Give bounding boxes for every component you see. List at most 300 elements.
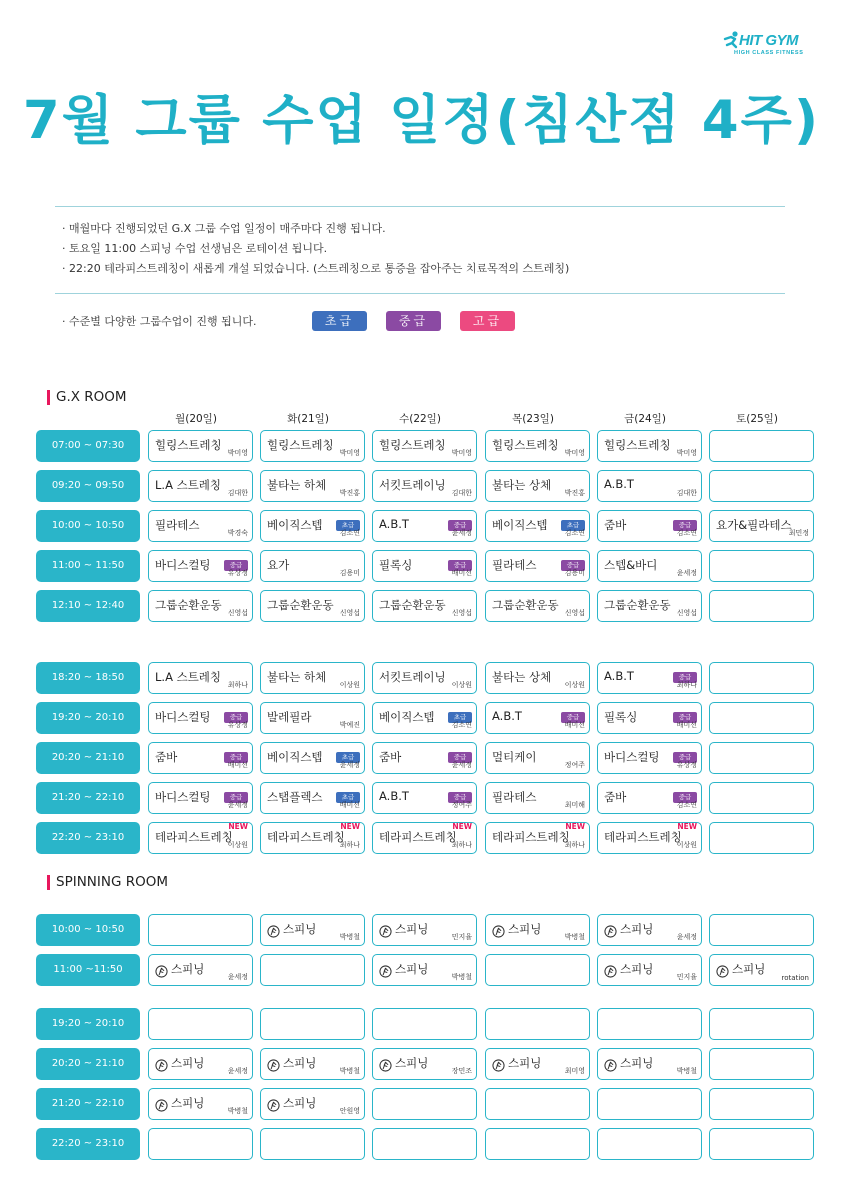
class-cell[interactable] [372, 430, 477, 462]
spinning-cell[interactable] [372, 954, 477, 986]
empty-cell [148, 1008, 253, 1040]
teacher-name: 김대한 [451, 489, 472, 497]
class-name: 줌바 [155, 750, 178, 764]
teacher-name: 신영섭 [564, 609, 585, 617]
notice-item: · 토요일 11:00 스피닝 수업 선생님은 로테이션 됩니다. [62, 242, 328, 255]
empty-cell [597, 1008, 702, 1040]
day-header: 수(22일) [399, 413, 441, 425]
empty-cell [709, 742, 814, 774]
day-header: 토(25일) [736, 413, 778, 425]
spinning-cell[interactable] [148, 1088, 253, 1120]
class-cell[interactable] [597, 590, 702, 622]
day-header: 화(21일) [287, 413, 329, 425]
time-slot-label: 07:00 ~ 07:30 [36, 430, 140, 462]
teacher-name: 박진홍 [339, 489, 360, 497]
teacher-name: 이상원 [227, 841, 248, 849]
teacher-name: 최하나 [676, 681, 697, 689]
level-badge: 초급 [336, 520, 360, 531]
class-cell[interactable] [372, 590, 477, 622]
class-name: 테라피스트레칭 [267, 830, 345, 844]
class-name: A.B.T [604, 669, 634, 683]
teacher-name: rotation [781, 974, 809, 982]
time-slot-label: 11:00 ~ 11:50 [36, 550, 140, 582]
class-name: 베이직스텝 [267, 750, 323, 764]
class-cell[interactable] [485, 702, 590, 734]
class-cell[interactable] [485, 470, 590, 502]
level-badge: 중급 [673, 752, 697, 763]
teacher-name: 이상원 [564, 681, 585, 689]
class-name: 필라테스 [492, 558, 537, 572]
class-cell[interactable] [485, 430, 590, 462]
class-name: 필라테스 [155, 518, 200, 532]
teacher-name: 박병철 [451, 973, 472, 981]
empty-cell [709, 782, 814, 814]
class-name: 스피닝 [508, 1056, 542, 1070]
class-name: 스텝&바디 [604, 558, 658, 572]
teacher-name: 배미선 [227, 761, 248, 769]
teacher-name: 배미선 [564, 721, 585, 729]
empty-cell [709, 914, 814, 946]
teacher-name: 윤세정 [339, 761, 360, 769]
class-cell[interactable] [260, 430, 365, 462]
class-cell[interactable] [148, 662, 253, 694]
teacher-name: 김소연 [564, 529, 585, 537]
time-slot-label: 20:20 ~ 21:10 [36, 742, 140, 774]
class-cell[interactable] [597, 430, 702, 462]
class-name: L.A 스트레칭 [155, 478, 222, 492]
bicycle-icon [716, 963, 729, 976]
level-beginner-pill: 초급 [312, 311, 367, 331]
class-name: 테라피스트레칭 [604, 830, 682, 844]
class-cell[interactable] [148, 550, 253, 582]
level-badge: 초급 [336, 792, 360, 803]
class-name: 스피닝 [171, 1056, 205, 1070]
class-name: 스피닝 [732, 962, 766, 976]
teacher-name: 김대한 [676, 489, 697, 497]
level-badge: 중급 [448, 752, 472, 763]
class-name: 스탭플렉스 [267, 790, 323, 804]
teacher-name: 김소연 [451, 721, 472, 729]
logo-brand: HIT GYM [739, 32, 798, 49]
empty-cell [260, 1128, 365, 1160]
spinning-cell[interactable] [260, 914, 365, 946]
teacher-name: 배미선 [339, 801, 360, 809]
class-cell[interactable] [485, 590, 590, 622]
class-name: 스피닝 [283, 1056, 317, 1070]
class-name: 스피닝 [395, 1056, 429, 1070]
bicycle-icon [267, 1097, 280, 1110]
class-cell[interactable] [372, 702, 477, 734]
spinning-cell[interactable] [597, 954, 702, 986]
teacher-name: 김용미 [339, 569, 360, 577]
class-name: 서킷트레이닝 [379, 670, 446, 684]
teacher-name: 최하나 [339, 841, 360, 849]
empty-cell [372, 1128, 477, 1160]
empty-cell [485, 1128, 590, 1160]
class-name: 멀티케이 [492, 750, 537, 764]
class-name: 줌바 [604, 518, 627, 532]
new-badge: NEW [565, 822, 585, 831]
class-name: 바디스컬팅 [604, 750, 660, 764]
class-cell[interactable] [260, 662, 365, 694]
class-name: A.B.T [492, 709, 522, 723]
class-name: 바디스컬팅 [155, 710, 211, 724]
class-cell[interactable] [148, 702, 253, 734]
teacher-name: 박미영 [227, 449, 248, 457]
teacher-name: 박진홍 [564, 489, 585, 497]
class-name: 바디스컬팅 [155, 558, 211, 572]
class-cell[interactable] [260, 702, 365, 734]
spinning-cell[interactable] [372, 914, 477, 946]
class-cell[interactable] [148, 742, 253, 774]
class-cell[interactable] [372, 662, 477, 694]
level-badge: 초급 [448, 712, 472, 723]
bicycle-icon [379, 963, 392, 976]
class-name: 힐링스트레칭 [379, 438, 446, 452]
teacher-name: 최하나 [227, 681, 248, 689]
level-badge: 중급 [224, 560, 248, 571]
teacher-name: 박미영 [451, 449, 472, 457]
teacher-name: 배미선 [676, 721, 697, 729]
teacher-name: 이상원 [676, 841, 697, 849]
empty-cell [709, 702, 814, 734]
teacher-name: 민지율 [676, 973, 697, 981]
level-badge: 중급 [673, 672, 697, 683]
new-badge: NEW [340, 822, 360, 831]
class-cell[interactable] [485, 510, 590, 542]
class-name: 불타는 하체 [267, 478, 327, 492]
teacher-name: 박병철 [339, 933, 360, 941]
spinning-cell[interactable] [485, 1048, 590, 1080]
teacher-name: 박병철 [676, 1067, 697, 1075]
bicycle-icon [155, 963, 168, 976]
bicycle-icon [379, 923, 392, 936]
divider-bottom [55, 293, 785, 294]
class-cell[interactable] [485, 782, 590, 814]
time-slot-label: 09:20 ~ 09:50 [36, 470, 140, 502]
class-name: 필라테스 [492, 790, 537, 804]
teacher-name: 최하나 [451, 841, 472, 849]
bicycle-icon [604, 923, 617, 936]
teacher-name: 박병철 [227, 1107, 248, 1115]
class-cell[interactable] [597, 510, 702, 542]
teacher-name: 민지율 [451, 933, 472, 941]
time-slot-label: 21:20 ~ 22:10 [36, 782, 140, 814]
teacher-name: 김대한 [227, 489, 248, 497]
class-name: 스피닝 [395, 922, 429, 936]
empty-cell [372, 1088, 477, 1120]
class-cell[interactable] [148, 470, 253, 502]
teacher-name: 정여주 [564, 761, 585, 769]
class-name: 스피닝 [283, 922, 317, 936]
class-cell[interactable] [148, 510, 253, 542]
day-header: 금(24일) [624, 413, 666, 425]
spinning-cell[interactable] [148, 1048, 253, 1080]
class-name: 줌바 [604, 790, 627, 804]
teacher-name: 김소연 [676, 529, 697, 537]
class-name: 스피닝 [620, 1056, 654, 1070]
class-name: 불타는 상체 [492, 478, 552, 492]
class-cell[interactable] [597, 550, 702, 582]
bicycle-icon [155, 1057, 168, 1070]
teacher-name: 윤세정 [676, 933, 697, 941]
empty-cell [485, 1088, 590, 1120]
spinning-cell[interactable] [148, 954, 253, 986]
class-cell[interactable] [597, 702, 702, 734]
class-cell[interactable] [260, 550, 365, 582]
notice-list [62, 219, 782, 279]
teacher-name: 배미선 [451, 569, 472, 577]
class-name: 줌바 [379, 750, 402, 764]
class-cell[interactable] [260, 822, 365, 854]
teacher-name: 이상원 [339, 681, 360, 689]
class-name: 테라피스트레칭 [379, 830, 457, 844]
class-cell[interactable] [372, 742, 477, 774]
class-name: 힐링스트레칭 [267, 438, 334, 452]
class-cell[interactable] [597, 662, 702, 694]
teacher-name: 박병철 [339, 1067, 360, 1075]
class-name: 그룹순환운동 [267, 598, 334, 612]
class-name: 테라피스트레칭 [492, 830, 570, 844]
class-name: 불타는 상체 [492, 670, 552, 684]
empty-cell [709, 430, 814, 462]
teacher-name: 박미영 [676, 449, 697, 457]
spinning-cell[interactable] [260, 1048, 365, 1080]
time-slot-label: 20:20 ~ 21:10 [36, 1048, 140, 1080]
teacher-name: 유상정 [676, 761, 697, 769]
bicycle-icon [267, 923, 280, 936]
time-slot-label: 21:20 ~ 22:10 [36, 1088, 140, 1120]
class-name: L.A 스트레칭 [155, 670, 222, 684]
class-name: 그룹순환운동 [604, 598, 671, 612]
teacher-name: 신영섭 [676, 609, 697, 617]
bicycle-icon [604, 963, 617, 976]
teacher-name: 최민정 [788, 529, 809, 537]
empty-cell [260, 954, 365, 986]
teacher-name: 윤세정 [227, 1067, 248, 1075]
teacher-name: 윤세정 [451, 529, 472, 537]
class-name: 서킷트레이닝 [379, 478, 446, 492]
teacher-name: 박미영 [564, 449, 585, 457]
class-name: 그룹순환운동 [155, 598, 222, 612]
empty-cell [709, 1128, 814, 1160]
time-slot-label: 19:20 ~ 20:10 [36, 1008, 140, 1040]
class-cell[interactable] [260, 470, 365, 502]
bicycle-icon [379, 1057, 392, 1070]
empty-cell [709, 550, 814, 582]
teacher-name: 박경숙 [227, 529, 248, 537]
empty-cell [709, 662, 814, 694]
spinning-cell[interactable] [372, 1048, 477, 1080]
time-slot-label: 22:20 ~ 23:10 [36, 1128, 140, 1160]
teacher-name: 최미해 [564, 801, 585, 809]
empty-cell [709, 822, 814, 854]
teacher-name: 윤세정 [676, 569, 697, 577]
class-name: A.B.T [379, 517, 409, 531]
class-name: 그룹순환운동 [379, 598, 446, 612]
time-slot-label: 18:20 ~ 18:50 [36, 662, 140, 694]
teacher-name: 유상정 [227, 569, 248, 577]
class-cell[interactable] [260, 590, 365, 622]
level-legend-text: · 수준별 다양한 그룹수업이 진행 됩니다. [62, 315, 257, 328]
empty-cell [597, 1128, 702, 1160]
teacher-name: 김소연 [676, 801, 697, 809]
spinning-cell[interactable] [597, 1048, 702, 1080]
gx-room-title: G.X ROOM [47, 390, 127, 405]
bicycle-icon [155, 1097, 168, 1110]
level-legend [62, 311, 782, 333]
level-badge: 중급 [673, 520, 697, 531]
level-badge: 중급 [561, 712, 585, 723]
class-name: 스피닝 [508, 922, 542, 936]
logo-tagline: HIGH CLASS FITNESS [734, 50, 804, 56]
empty-cell [597, 1088, 702, 1120]
class-name: 불타는 하체 [267, 670, 327, 684]
teacher-name: 최미영 [564, 1067, 585, 1075]
day-header: 목(23일) [512, 413, 554, 425]
bicycle-icon [492, 1057, 505, 1070]
empty-cell [709, 1008, 814, 1040]
class-cell[interactable] [485, 742, 590, 774]
day-header: 월(20일) [175, 413, 217, 425]
level-badge: 초급 [336, 752, 360, 763]
class-cell[interactable] [148, 782, 253, 814]
spinning-cell[interactable] [260, 1088, 365, 1120]
class-name: 요가&필라테스 [716, 518, 792, 532]
class-cell[interactable] [260, 742, 365, 774]
new-badge: NEW [228, 822, 248, 831]
class-cell[interactable] [709, 510, 814, 542]
notice-item: · 매월마다 진행되었던 G.X 그룹 수업 일정이 매주마다 진행 됩니다. [62, 222, 386, 235]
empty-cell [372, 1008, 477, 1040]
new-badge: NEW [452, 822, 472, 831]
spinning-cell[interactable] [709, 954, 814, 986]
teacher-name: 안원영 [339, 1107, 360, 1115]
divider-top [55, 206, 785, 207]
level-intermediate-pill: 중급 [386, 311, 441, 331]
class-cell[interactable] [148, 590, 253, 622]
notice-item: · 22:20 테라피스트레칭이 새롭게 개설 되었습니다. (스트레칭으로 통증을 잡아주는 치료목적의 스트레칭) [62, 262, 570, 275]
class-cell[interactable] [372, 822, 477, 854]
class-name: 그룹순환운동 [492, 598, 559, 612]
teacher-name: 박미영 [339, 449, 360, 457]
class-cell[interactable] [597, 782, 702, 814]
class-name: A.B.T [379, 789, 409, 803]
spinning-cell[interactable] [597, 914, 702, 946]
hitgym-logo [722, 28, 814, 62]
time-slot-label: 10:00 ~ 10:50 [36, 914, 140, 946]
empty-cell [148, 1128, 253, 1160]
class-name: 요가 [267, 558, 290, 572]
class-cell[interactable] [372, 470, 477, 502]
empty-cell [148, 914, 253, 946]
level-badge: 중급 [673, 712, 697, 723]
class-cell[interactable] [485, 662, 590, 694]
empty-cell [260, 1008, 365, 1040]
class-cell[interactable] [372, 550, 477, 582]
empty-cell [709, 1048, 814, 1080]
teacher-name: 김소연 [339, 529, 360, 537]
class-name: 필록싱 [604, 710, 638, 724]
class-name: 힐링스트레칭 [492, 438, 559, 452]
teacher-name: 윤세정 [227, 973, 248, 981]
level-badge: 중급 [224, 712, 248, 723]
teacher-name: 신영섭 [339, 609, 360, 617]
level-badge: 중급 [448, 792, 472, 803]
level-badge: 중급 [673, 792, 697, 803]
empty-cell [709, 1088, 814, 1120]
level-badge: 중급 [224, 792, 248, 803]
level-advanced-pill: 고급 [460, 311, 515, 331]
bicycle-icon [267, 1057, 280, 1070]
class-name: 발레필라 [267, 710, 312, 724]
class-cell[interactable] [485, 550, 590, 582]
class-cell[interactable] [485, 822, 590, 854]
class-name: A.B.T [604, 477, 634, 491]
level-badge: 중급 [561, 560, 585, 571]
class-name: 필록싱 [379, 558, 413, 572]
class-name: 스피닝 [283, 1096, 317, 1110]
bicycle-icon [492, 923, 505, 936]
class-cell[interactable] [597, 470, 702, 502]
page-title: 7월 그룹 수업 일정(침산점 4주) [22, 90, 821, 151]
spinning-room-title: SPINNING ROOM [47, 875, 168, 890]
class-cell[interactable] [260, 510, 365, 542]
class-name: 스피닝 [171, 1096, 205, 1110]
teacher-name: 윤세정 [451, 761, 472, 769]
class-name: 스피닝 [171, 962, 205, 976]
teacher-name: 정여주 [451, 801, 472, 809]
class-cell[interactable] [597, 822, 702, 854]
bicycle-icon [604, 1057, 617, 1070]
time-slot-label: 10:00 ~ 10:50 [36, 510, 140, 542]
class-name: 베이직스텝 [492, 518, 548, 532]
time-slot-label: 12:10 ~ 12:40 [36, 590, 140, 622]
teacher-name: 김용미 [564, 569, 585, 577]
teacher-name: 신영섭 [451, 609, 472, 617]
class-name: 스피닝 [395, 962, 429, 976]
new-badge: NEW [677, 822, 697, 831]
teacher-name: 윤세정 [227, 801, 248, 809]
level-badge: 중급 [448, 520, 472, 531]
class-cell[interactable] [372, 782, 477, 814]
empty-cell [709, 470, 814, 502]
spinning-cell[interactable] [485, 914, 590, 946]
teacher-name: 장민조 [451, 1067, 472, 1075]
class-cell[interactable] [260, 782, 365, 814]
empty-cell [709, 590, 814, 622]
time-slot-label: 22:20 ~ 23:10 [36, 822, 140, 854]
teacher-name: 신영섭 [227, 609, 248, 617]
class-name: 테라피스트레칭 [155, 830, 233, 844]
class-name: 바디스컬팅 [155, 790, 211, 804]
class-name: 힐링스트레칭 [155, 438, 222, 452]
class-name: 베이직스텝 [379, 710, 435, 724]
level-badge: 중급 [224, 752, 248, 763]
empty-cell [485, 954, 590, 986]
teacher-name: 박예진 [339, 721, 360, 729]
teacher-name: 최하나 [564, 841, 585, 849]
class-cell[interactable] [148, 430, 253, 462]
time-slot-label: 19:20 ~ 20:10 [36, 702, 140, 734]
teacher-name: 박병철 [564, 933, 585, 941]
empty-cell [485, 1008, 590, 1040]
time-slot-label: 11:00 ~11:50 [36, 954, 140, 986]
teacher-name: 이상원 [451, 681, 472, 689]
class-cell[interactable] [148, 822, 253, 854]
class-cell[interactable] [372, 510, 477, 542]
class-cell[interactable] [597, 742, 702, 774]
